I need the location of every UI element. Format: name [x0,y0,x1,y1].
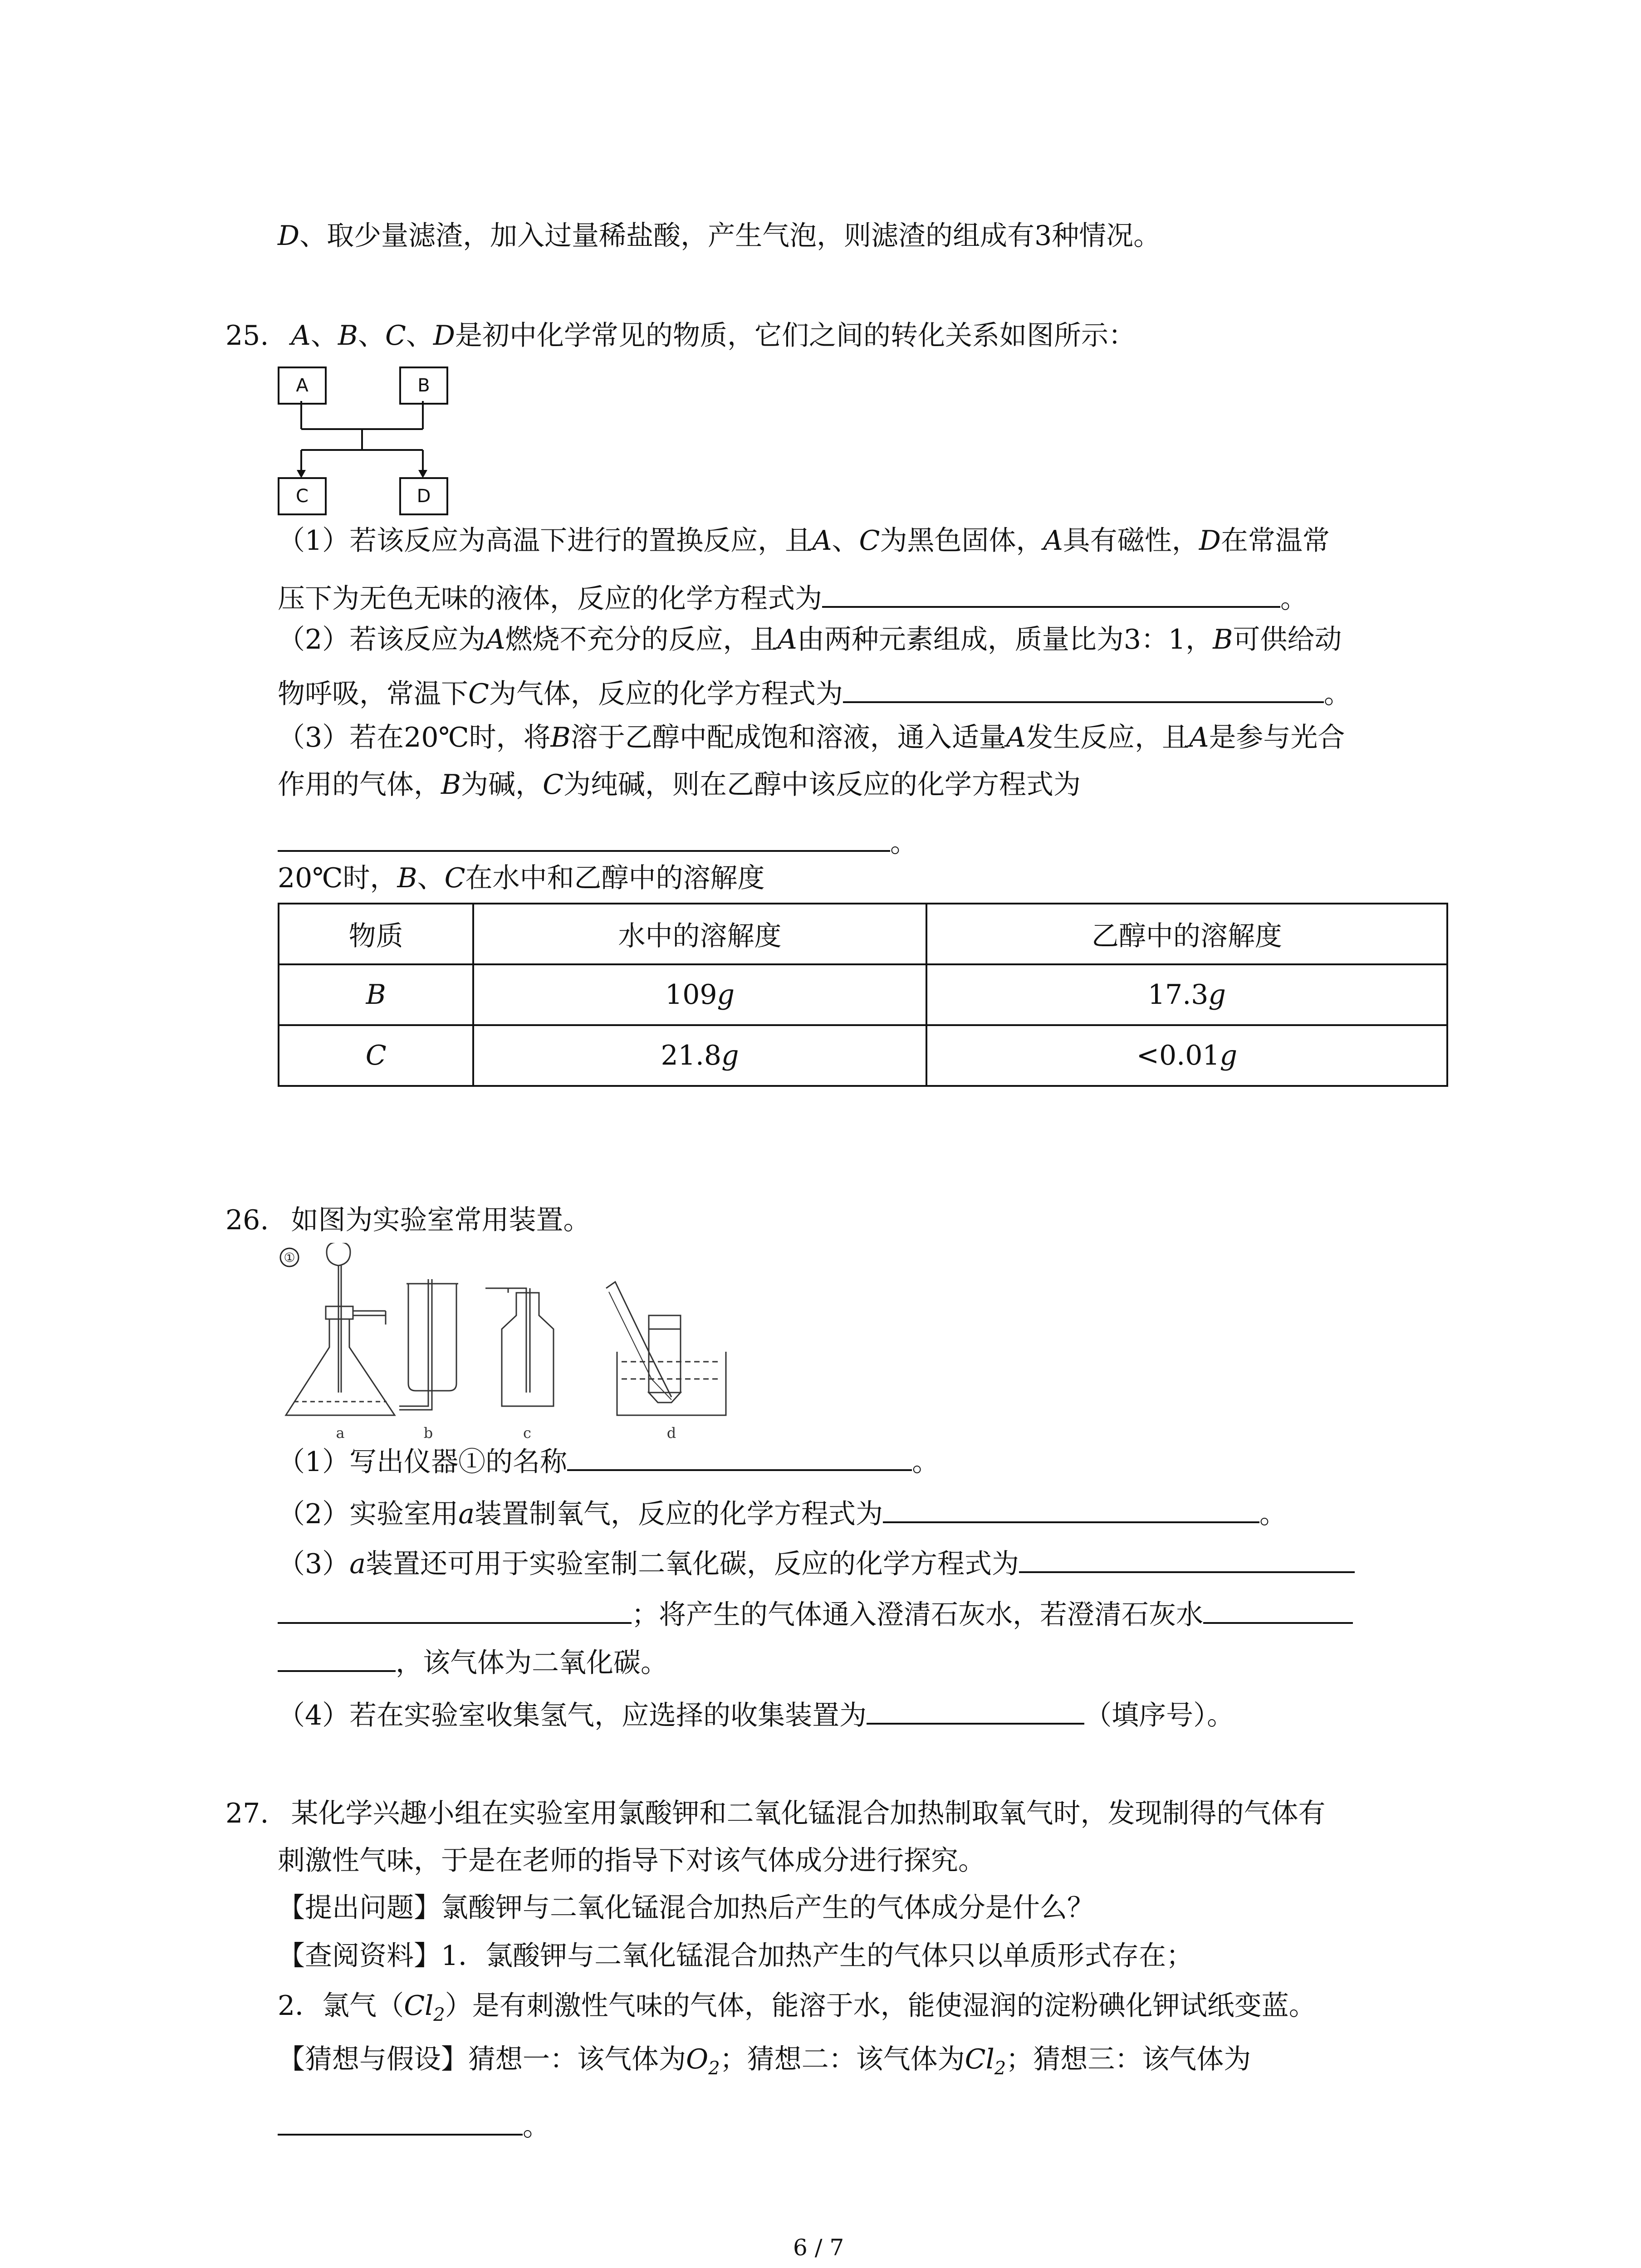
var: C [444,862,465,894]
answer-blank[interactable] [843,677,1324,703]
node-d: D [399,477,448,515]
answer-blank[interactable] [822,582,1280,608]
var: C [468,678,489,710]
solubility-table-caption [278,862,765,894]
formula: Cl [965,2043,994,2075]
question-number: 26. [225,1204,269,1236]
answer-blank[interactable] [278,2109,523,2136]
text: 为气体，反应的化学方程式为 [489,678,843,710]
page-number: 6 / 7 [793,2234,844,2261]
table-row [279,1025,1447,1086]
substance-cell: B [279,964,473,1025]
water-solubility-cell [473,964,926,1025]
var: C [543,769,564,801]
text: 时，将 [469,722,551,753]
text: ）是有刺激性气味的气体，能溶于水，能使湿润的淀粉碘化钾试纸变蓝。 [445,1990,1316,2022]
text: 装置还可用于实验室制二氧化碳，反应的化学方程式为 [365,1548,1019,1580]
text: （填序号）。 [1084,1700,1234,1731]
text: 如图为实验室常用装置。 [291,1204,591,1236]
q27-line2: 刺激性气味，于是在老师的指导下对该气体成分进行探究。 [278,1845,985,1877]
label-a: a [336,1424,345,1442]
formula: Cl [404,1990,434,2022]
q26-part3-line1 [278,1547,1355,1578]
text: 。 [523,2111,550,2142]
node-c: C [278,477,327,515]
text: 在常温常 [1220,525,1330,557]
apparatus-c [485,1288,554,1406]
text: 。 [1323,678,1351,710]
value: <0.01 [1136,1040,1220,1071]
var: A [1043,525,1063,557]
text: 【猜想与假设】猜想一：该气体为 [278,2043,686,2075]
var: A [291,320,311,352]
answer-blank[interactable] [1203,1598,1353,1624]
text: 由两种元素组成，质量比为 [797,624,1124,655]
var: a [458,1498,475,1530]
node-a: A [278,367,327,405]
text: 是参与光合 [1209,722,1345,753]
var: A [485,624,505,655]
temperature: 20℃ [278,862,343,894]
text: 具有磁性， [1063,525,1199,557]
q27-question: 【提出问题】氯酸钾与二氧化锰混合加热后产生的气体成分是什么？ [278,1892,1094,1924]
q27-hypothesis [278,2043,1251,2079]
apparatus-d [606,1282,726,1415]
q25-part3-line1 [278,724,1345,751]
text: 压下为无色无味的液体，反应的化学方程式为 [278,583,822,615]
marker-1-label: ① [284,1250,295,1265]
text: 作用的气体， [278,769,441,801]
var: B [441,769,461,801]
header-cell: 乙醇中的溶解度 [926,904,1447,964]
unit: g [717,979,735,1011]
text: 燃烧不充分的反应，且 [505,624,778,655]
text: 2．氯气（ [278,1990,404,2022]
q26-part4 [278,1698,1234,1729]
var: A [1006,722,1026,753]
var: B [1213,624,1233,655]
q25-part2-line2 [278,677,1351,708]
ratio: 3：1， [1123,624,1213,655]
q26-stem [225,1204,591,1236]
var: B [550,722,571,753]
text: 时， [343,862,397,894]
answer-blank[interactable] [278,1598,632,1624]
text: （3）若在 [278,722,404,753]
label-d: d [666,1424,676,1442]
text: 装置制氧气，反应的化学方程式为 [474,1498,883,1530]
q25-part1-line1 [278,525,1330,557]
text: 某化学兴趣小组在实验室用氯酸钾和二氧化锰混合加热制取氧气时，发现制得的气体有 [291,1798,1326,1829]
answer-blank[interactable] [567,1445,912,1471]
value: 21.8 [661,1040,722,1071]
sep: 、 [406,320,433,352]
unit: g [1220,1040,1238,1071]
var: D [1199,525,1221,557]
label-b: b [423,1424,433,1442]
text: （1）写出仪器①的名称 [278,1446,568,1478]
question-number: 25. [225,320,269,352]
sep: 、 [310,320,338,352]
text: 。 [912,1446,940,1478]
q25-stem [225,320,1136,352]
var: A [1189,722,1209,753]
var: a [349,1548,366,1580]
text: 在水中和乙醇中的溶解度 [465,862,765,894]
var: C [385,320,406,352]
text: 。 [1280,583,1308,615]
sep: 、 [832,525,859,557]
q26-part2 [278,1497,1287,1528]
ethanol-solubility-cell [926,964,1447,1025]
subscript: 2 [994,2058,1006,2079]
text: （2）实验室用 [278,1498,459,1530]
answer-blank[interactable] [867,1698,1084,1725]
ethanol-solubility-cell [926,1025,1447,1086]
text: 。 [1259,1498,1287,1530]
var: C [859,525,880,557]
label-c: c [523,1424,531,1442]
table-header-row [279,904,1447,964]
solubility-table [278,903,1448,1087]
text: ；猜想三：该气体为 [1006,2043,1251,2075]
node-b: B [399,367,448,405]
text: 可供给动 [1233,624,1342,655]
text: 、取少量滤渣，加入过量稀盐酸，产生气泡，则滤渣的组成有 [299,220,1035,252]
apparatus-a [286,1243,395,1415]
q26-part3-line3 [278,1646,668,1677]
text: 是初中化学常见的物质，它们之间的转化关系如图所示： [455,320,1136,352]
text: 溶于乙醇中配成饱和溶液，通入适量 [570,722,1006,753]
var: A [777,624,797,655]
table-row [279,964,1447,1025]
temperature: 20℃ [404,722,469,753]
text: ；将产生的气体通入澄清石灰水，若澄清石灰水 [632,1599,1203,1631]
answer-blank[interactable] [1019,1547,1355,1573]
q25-part1-line2 [278,582,1308,615]
header-cell: 物质 [279,904,473,964]
q25-part3-line3 [278,826,917,859]
water-solubility-cell [473,1025,926,1086]
value: 109 [665,979,717,1011]
text: 。 [890,827,917,859]
label: D [278,220,300,252]
apparatus-b [399,1279,458,1410]
text: 为纯碱，则在乙醇中该反应的化学方程式为 [563,769,1081,801]
sep: 、 [358,320,385,352]
var: A [812,525,832,557]
subscript: 2 [433,2004,445,2025]
text: ；猜想二：该气体为 [720,2043,965,2075]
text: （1）若该反应为高温下进行的置换反应，且 [278,525,813,557]
sep: 、 [417,862,445,894]
number: 3 [1034,220,1052,252]
q27-reference-2 [278,1992,1316,2024]
text: 为碱， [461,769,543,801]
var: B [338,320,358,352]
q27-reference-1: 【查阅资料】1．氯酸钾与二氧化锰混合加热产生的气体只以单质形式存在； [278,1940,1194,1972]
lab-apparatus-illustration [272,1243,771,1447]
text: ，该气体为二氧化碳。 [396,1647,668,1679]
q25-part2-line1 [278,626,1342,653]
text: （2）若该反应为 [278,624,486,655]
substance-cell: C [279,1025,473,1086]
subscript: 2 [708,2058,720,2079]
header-cell: 水中的溶解度 [473,904,926,964]
q25-part3-line2 [278,769,1081,801]
answer-blank[interactable] [278,1646,396,1672]
q27-line1 [225,1800,1326,1827]
unit: g [721,1040,739,1071]
question-number: 27. [225,1798,269,1829]
q27-hypothesis-blank-line [278,2109,550,2140]
answer-blank[interactable] [883,1497,1259,1523]
text: 物呼吸，常温下 [278,678,468,710]
text: （4）若在实验室收集氢气，应选择的收集装置为 [278,1700,867,1731]
answer-blank[interactable] [278,826,890,852]
q24-option-d [278,220,1161,252]
diagram-arrows [272,399,454,481]
unit: g [1208,979,1226,1011]
formula: O [686,2043,709,2075]
text: 发生反应，且 [1026,722,1190,753]
value: 17.3 [1147,979,1209,1011]
text: （3） [278,1548,350,1580]
text: 种情况。 [1052,220,1161,252]
var: D [433,320,455,352]
q26-part3-line2 [278,1598,1353,1631]
q26-part1 [278,1445,939,1476]
text: 为黑色固体， [880,525,1043,557]
var: B [397,862,417,894]
